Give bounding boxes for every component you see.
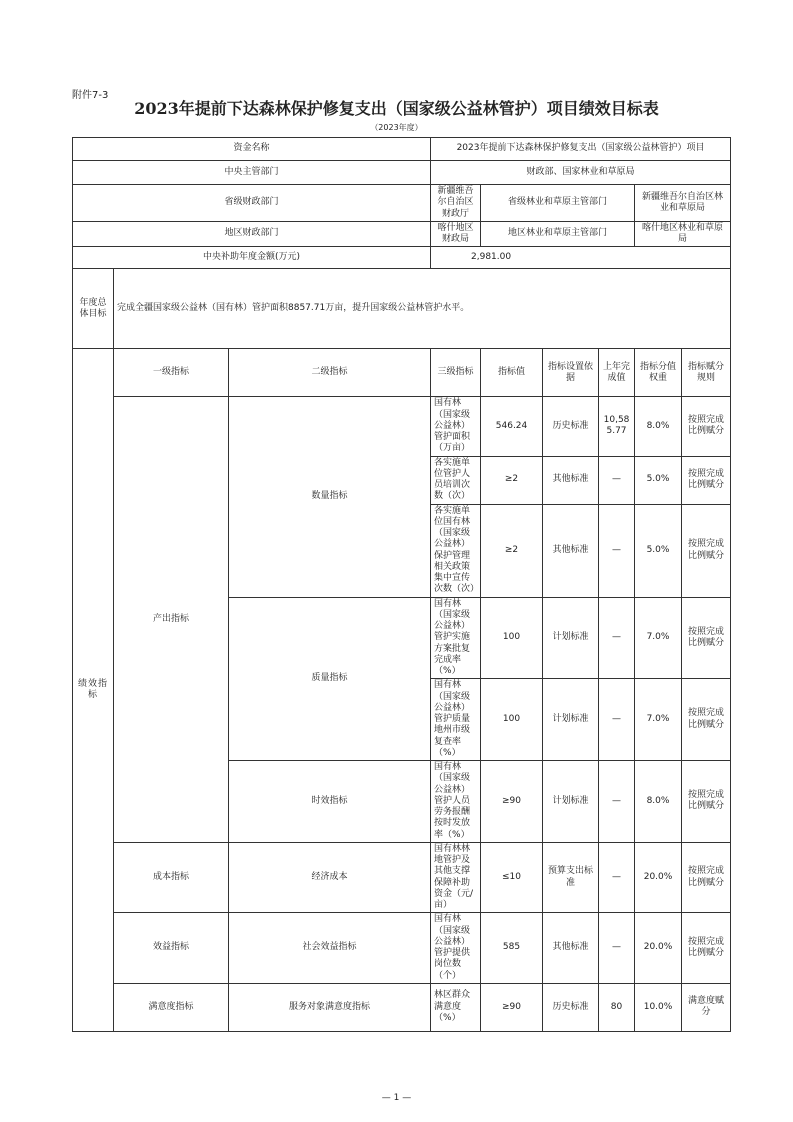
indicator-last: 80 (599, 983, 635, 1031)
social-benefit-label: 社会效益指标 (229, 913, 431, 984)
indicator-name: 国有林（国家级公益林）管护面积（万亩） (431, 397, 481, 456)
indicator-weight: 8.0% (635, 761, 682, 843)
table-row (73, 842, 731, 913)
indicator-basis: 历史标准 (543, 983, 599, 1031)
indicator-value: ≥90 (481, 761, 543, 843)
prov-dept-label: 省级林业和草原主管部门 (481, 185, 635, 222)
header-basis: 指标设置依据 (543, 349, 599, 397)
indicator-rule: 按照完成比例赋分 (682, 456, 731, 504)
indicator-value: ≤10 (481, 842, 543, 913)
indicator-basis: 其他标准 (543, 456, 599, 504)
performance-table (72, 137, 731, 1032)
indicator-last: — (599, 913, 635, 984)
fund-name-value: 2023年提前下达森林保护修复支出（国家级公益林管护）项目 (431, 138, 731, 161)
indicator-weight: 5.0% (635, 504, 682, 597)
service-satisfaction-label: 服务对象满意度指标 (229, 983, 431, 1031)
indicator-rule: 按照完成比例赋分 (682, 842, 731, 913)
indicator-name: 国有林（国家级公益林）管护实施方案批复完成率（%） (431, 597, 481, 679)
header-level1: 一级指标 (114, 349, 229, 397)
indicator-weight: 20.0% (635, 842, 682, 913)
indicator-basis: 其他标准 (543, 913, 599, 984)
indicator-value: 100 (481, 597, 543, 679)
header-level3: 三级指标 (431, 349, 481, 397)
amount-label: 中央补助年度金额(万元) (73, 247, 431, 269)
central-dept-label: 中央主管部门 (73, 161, 431, 185)
indicator-weight: 7.0% (635, 597, 682, 679)
indicator-basis: 其他标准 (543, 504, 599, 597)
header-value: 指标值 (481, 349, 543, 397)
indicator-weight: 20.0% (635, 913, 682, 984)
indicator-value: 546.24 (481, 397, 543, 456)
indicator-rule: 按照完成比例赋分 (682, 761, 731, 843)
header-row (73, 349, 731, 397)
indicator-value: 585 (481, 913, 543, 984)
indicator-weight: 8.0% (635, 397, 682, 456)
performance-label: 绩效指标 (73, 349, 114, 1032)
fund-name-row (73, 138, 731, 161)
indicator-rule: 满意度赋分 (682, 983, 731, 1031)
indicator-weight: 10.0% (635, 983, 682, 1031)
indicator-basis: 历史标准 (543, 397, 599, 456)
indicator-value: ≥90 (481, 983, 543, 1031)
indicator-name: 国有林林地管护及其他支撑保障补助资金（元/亩） (431, 842, 481, 913)
indicator-weight: 7.0% (635, 679, 682, 761)
header-level2: 二级指标 (229, 349, 431, 397)
overall-goal-text: 完成全疆国家级公益林（国有林）管护面积8857.71万亩，提升国家级公益林管护水平。 (114, 269, 731, 349)
indicator-rule: 按照完成比例赋分 (682, 679, 731, 761)
indicator-name: 林区群众满意度（%） (431, 983, 481, 1031)
region-dept-label: 地区林业和草原主管部门 (481, 221, 635, 247)
indicator-basis: 计划标准 (543, 597, 599, 679)
timeliness-indicator-label: 时效指标 (229, 761, 431, 843)
quality-indicator-label: 质量指标 (229, 597, 431, 761)
central-dept-row (73, 161, 731, 185)
indicator-name: 各实施单位管护人员培训次数（次） (431, 456, 481, 504)
indicator-last: — (599, 679, 635, 761)
amount-value: 2,981.00 (431, 247, 731, 269)
table-row (73, 983, 731, 1031)
indicator-last: — (599, 761, 635, 843)
indicator-value: 100 (481, 679, 543, 761)
indicator-last: — (599, 597, 635, 679)
header-weight: 指标分值权重 (635, 349, 682, 397)
indicator-rule: 按照完成比例赋分 (682, 597, 731, 679)
benefit-indicator-label: 效益指标 (114, 913, 229, 984)
indicator-name: 国有林（国家级公益林）管护质量地州市级复查率（%） (431, 679, 481, 761)
prov-finance-value: 新疆维吾尔自治区财政厅 (431, 185, 481, 222)
quantity-indicator-label: 数量指标 (229, 397, 431, 597)
page-number: — 1 — (381, 1093, 412, 1103)
indicator-last: — (599, 842, 635, 913)
prov-finance-label: 省级财政部门 (73, 185, 431, 222)
year-note: （2023年度） (370, 123, 423, 132)
central-dept-value: 财政部、国家林业和草原局 (431, 161, 731, 185)
amount-row (73, 247, 731, 269)
table-row (73, 913, 731, 984)
fund-name-label: 资金名称 (73, 138, 431, 161)
indicator-weight: 5.0% (635, 456, 682, 504)
indicator-last: — (599, 504, 635, 597)
indicator-basis: 计划标准 (543, 761, 599, 843)
indicator-value: ≥2 (481, 504, 543, 597)
region-finance-label: 地区财政部门 (73, 221, 431, 247)
satisfaction-indicator-label: 满意度指标 (114, 983, 229, 1031)
overall-goal-row (73, 269, 731, 349)
prov-dept-value: 新疆维吾尔自治区林业和草原局 (635, 185, 731, 222)
indicator-name: 国有林（国家级公益林）管护人员劳务报酬按时发放率（%） (431, 761, 481, 843)
indicator-value: ≥2 (481, 456, 543, 504)
economic-cost-label: 经济成本 (229, 842, 431, 913)
region-finance-value: 喀什地区财政局 (431, 221, 481, 247)
indicator-last: — (599, 456, 635, 504)
header-last: 上年完成值 (599, 349, 635, 397)
output-indicator-label: 产出指标 (114, 397, 229, 843)
prov-row (73, 185, 731, 222)
indicator-rule: 按照完成比例赋分 (682, 397, 731, 456)
indicator-rule: 按照完成比例赋分 (682, 913, 731, 984)
indicator-basis: 预算支出标准 (543, 842, 599, 913)
document-title: 2023年提前下达森林保护修复支出（国家级公益林管护）项目绩效目标表 (134, 99, 659, 118)
indicator-rule: 按照完成比例赋分 (682, 504, 731, 597)
indicator-last: 10,585.77 (599, 397, 635, 456)
table-row (73, 397, 731, 456)
region-row (73, 221, 731, 247)
header-rule: 指标赋分规则 (682, 349, 731, 397)
cost-indicator-label: 成本指标 (114, 842, 229, 913)
region-dept-value: 喀什地区林业和草原局 (635, 221, 731, 247)
overall-goal-label: 年度总体目标 (73, 269, 114, 349)
indicator-name: 各实施单位国有林（国家级公益林）保护管理相关政策集中宣传次数（次） (431, 504, 481, 597)
indicator-basis: 计划标准 (543, 679, 599, 761)
indicator-name: 国有林（国家级公益林）管护提供岗位数（个） (431, 913, 481, 984)
attachment-label: 附件7-3 (72, 90, 109, 101)
